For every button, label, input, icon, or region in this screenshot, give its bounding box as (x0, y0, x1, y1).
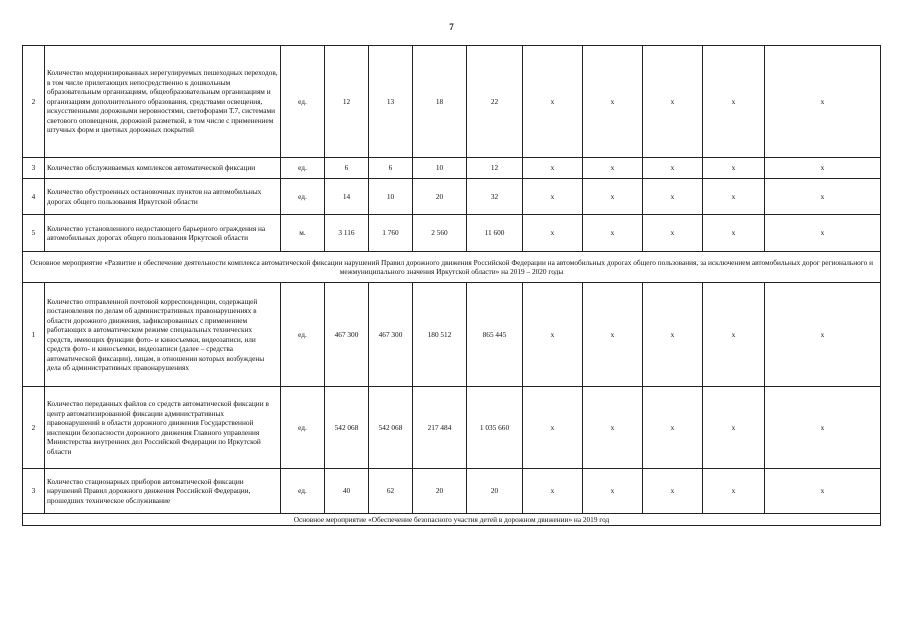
value-cell: 3 116 (325, 215, 369, 252)
section-heading: Основное мероприятие «Обеспечение безопасного участия детей в дорожном движении» на 2019 год (23, 514, 881, 526)
value-cell: x (523, 179, 583, 215)
value-cell: x (523, 387, 583, 469)
row-number: 2 (23, 387, 45, 469)
indicator-description: Количество отправленной почтовой корреспонденции, содержащей постановления по делам об административных правонарушениях в области дорожного движения, зафиксированных с применением работающих в автоматическом режиме специальных технических средств, имеющих функции фото- и киносъемки, видеозаписи, или средств фото- и киносъемки, видеозаписи (далее – средства автоматической фиксации), лицам, в отношении которых возбуждены дела об административных правонарушениях (45, 283, 281, 387)
value-cell: x (643, 283, 703, 387)
unit-cell: ед. (281, 179, 325, 215)
value-cell: x (643, 179, 703, 215)
value-cell: x (703, 46, 765, 158)
value-cell: 180 512 (413, 283, 467, 387)
unit-cell: ед. (281, 387, 325, 469)
value-cell: 12 (325, 46, 369, 158)
value-cell: x (583, 179, 643, 215)
value-cell: x (765, 215, 881, 252)
value-cell: x (643, 215, 703, 252)
indicator-description: Количество обслуживаемых комплексов автоматической фиксации (45, 158, 281, 179)
value-cell: 217 484 (413, 387, 467, 469)
section-row (23, 252, 881, 283)
value-cell: x (765, 46, 881, 158)
value-cell: 11 600 (467, 215, 523, 252)
value-cell: x (643, 387, 703, 469)
value-cell: x (523, 283, 583, 387)
value-cell: x (643, 158, 703, 179)
value-cell: 62 (369, 469, 413, 514)
value-cell: 1 760 (369, 215, 413, 252)
value-cell: x (765, 387, 881, 469)
value-cell: x (583, 387, 643, 469)
value-cell: 6 (325, 158, 369, 179)
value-cell: x (703, 215, 765, 252)
indicators-table (22, 45, 881, 526)
value-cell: 20 (413, 469, 467, 514)
value-cell: x (765, 283, 881, 387)
table-row (23, 46, 881, 158)
value-cell: x (703, 387, 765, 469)
indicator-description: Количество установленного недостающего барьерного ограждения на автомобильных дорогах общего пользования Иркутской области (45, 215, 281, 252)
unit-cell: ед. (281, 469, 325, 514)
unit-cell: ед. (281, 283, 325, 387)
value-cell: x (643, 46, 703, 158)
value-cell: x (765, 469, 881, 514)
value-cell: x (703, 469, 765, 514)
value-cell: 467 300 (325, 283, 369, 387)
value-cell: 32 (467, 179, 523, 215)
value-cell: 2 560 (413, 215, 467, 252)
table-row (23, 283, 881, 387)
value-cell: x (583, 46, 643, 158)
value-cell: 865 445 (467, 283, 523, 387)
value-cell: 6 (369, 158, 413, 179)
value-cell: 22 (467, 46, 523, 158)
value-cell: 14 (325, 179, 369, 215)
value-cell: 10 (413, 158, 467, 179)
row-number: 2 (23, 46, 45, 158)
row-number: 5 (23, 215, 45, 252)
value-cell: 18 (413, 46, 467, 158)
value-cell: x (583, 469, 643, 514)
value-cell: x (703, 179, 765, 215)
section-heading: Основное мероприятие «Развитие и обеспечение деятельности комплекса автоматической фиксации нарушений Правил дорожного движения Российской Федерации на автомобильных дорогах общего пользования, за исключением автомобильных дорог регионального и межмуниципального значения Иркутской области» на 2019 – 2020 годы (23, 252, 881, 283)
value-cell: x (703, 283, 765, 387)
value-cell: x (583, 283, 643, 387)
value-cell: x (523, 215, 583, 252)
value-cell: 12 (467, 158, 523, 179)
table-row (23, 179, 881, 215)
table-row (23, 387, 881, 469)
indicator-description: Количество обустроенных остановочных пунктов на автомобильных дорогах общего пользования Иркутской области (45, 179, 281, 215)
value-cell: 13 (369, 46, 413, 158)
indicator-description: Количество стационарных приборов автоматической фиксации нарушений Правил дорожного движения Российской Федерации, прошедших техническое обслуживание (45, 469, 281, 514)
unit-cell: ед. (281, 158, 325, 179)
value-cell: 20 (467, 469, 523, 514)
value-cell: x (523, 158, 583, 179)
value-cell: 1 035 660 (467, 387, 523, 469)
row-number: 1 (23, 283, 45, 387)
table-row (23, 469, 881, 514)
value-cell: 20 (413, 179, 467, 215)
indicator-description: Количество модернизированных нерегулируемых пешеходных переходов, в том числе прилегающих непосредственно к дошкольным образовательным организациям, общеобразовательным организациям и организациям дополнительного образования, средствами освещения, искусственными дорожными неровностями, светофорами Т.7, системами светового оповещения, дорожной разметкой, в том числе с применением штучных форм и цветных дорожных покрытий (45, 46, 281, 158)
value-cell: 467 300 (369, 283, 413, 387)
value-cell: x (583, 215, 643, 252)
unit-cell: м. (281, 215, 325, 252)
table-row (23, 215, 881, 252)
row-number: 3 (23, 158, 45, 179)
value-cell: 10 (369, 179, 413, 215)
value-cell: 542 068 (369, 387, 413, 469)
section-row (23, 514, 881, 526)
indicator-description: Количество переданных файлов со средств автоматической фиксации в центр автоматизированной фиксации административных правонарушений в области дорожного движения Государственной инспекции безопасности дорожного движения Главного управления Министерства внутренних дел Российской Федерации по Иркутской области (45, 387, 281, 469)
value-cell: x (765, 179, 881, 215)
value-cell: x (765, 158, 881, 179)
value-cell: x (523, 46, 583, 158)
table-row (23, 158, 881, 179)
value-cell: x (703, 158, 765, 179)
unit-cell: ед. (281, 46, 325, 158)
value-cell: 40 (325, 469, 369, 514)
value-cell: x (643, 469, 703, 514)
value-cell: x (523, 469, 583, 514)
page-number: 7 (449, 22, 454, 32)
value-cell: 542 068 (325, 387, 369, 469)
value-cell: x (583, 158, 643, 179)
row-number: 4 (23, 179, 45, 215)
row-number: 3 (23, 469, 45, 514)
